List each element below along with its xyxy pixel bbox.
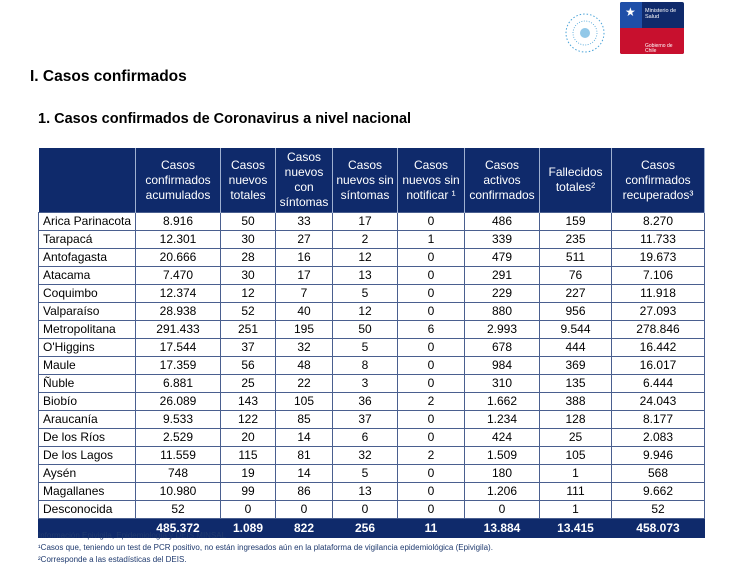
- table-cell: 17.544: [136, 339, 221, 357]
- table-cell: 28.938: [136, 303, 221, 321]
- table-cell: 8.916: [136, 213, 221, 231]
- table-cell: 278.846: [612, 321, 705, 339]
- table-cell: 235: [540, 231, 612, 249]
- table-cell: 1: [540, 465, 612, 483]
- table-cell: 111: [540, 483, 612, 501]
- table-cell: 9.544: [540, 321, 612, 339]
- table-cell: 6: [398, 321, 465, 339]
- table-cell: 105: [540, 447, 612, 465]
- table-cell: 7: [276, 285, 333, 303]
- region-name: Magallanes: [39, 483, 136, 501]
- region-name: Desconocida: [39, 501, 136, 519]
- table-cell: 2.993: [465, 321, 540, 339]
- header-col-7: Fallecidos totales²: [540, 148, 612, 213]
- table-cell: 56: [221, 357, 276, 375]
- table-cell: 0: [398, 285, 465, 303]
- table-cell: 291: [465, 267, 540, 285]
- table-cell: 1.234: [465, 411, 540, 429]
- star-icon: ★: [625, 5, 636, 19]
- table-row: [39, 285, 705, 303]
- table-cell: 28: [221, 249, 276, 267]
- table-cell: 135: [540, 375, 612, 393]
- table-cell: 0: [398, 303, 465, 321]
- table-cell: 11.559: [136, 447, 221, 465]
- region-name: Ñuble: [39, 375, 136, 393]
- table-row: [39, 357, 705, 375]
- table-cell: 19.673: [612, 249, 705, 267]
- table-row: [39, 429, 705, 447]
- table-cell: 227: [540, 285, 612, 303]
- table-cell: 1: [540, 501, 612, 519]
- table-cell: 2.083: [612, 429, 705, 447]
- region-name: De los Lagos: [39, 447, 136, 465]
- table-row: [39, 249, 705, 267]
- table-cell: 369: [540, 357, 612, 375]
- footnote-source: Información Epivigila, Epidemiología y DEIS MINSAL: [38, 531, 227, 540]
- footnote-1: ¹Casos que, teniendo un test de PCR positivo, no están ingresados aún en la plataforma de vigilancia epidemiológica (Epivigila).: [38, 543, 493, 552]
- table-cell: 5: [333, 339, 398, 357]
- table-cell: 9.946: [612, 447, 705, 465]
- table-cell: 16.017: [612, 357, 705, 375]
- total-cell: 1.089: [221, 519, 276, 538]
- table-row: [39, 321, 705, 339]
- region-name: Coquimbo: [39, 285, 136, 303]
- table-cell: 310: [465, 375, 540, 393]
- table-cell: 8.177: [612, 411, 705, 429]
- table-cell: 1: [398, 231, 465, 249]
- table-cell: 50: [333, 321, 398, 339]
- table-cell: 50: [221, 213, 276, 231]
- table-row: [39, 411, 705, 429]
- table-cell: 0: [221, 501, 276, 519]
- table-cell: 22: [276, 375, 333, 393]
- table-cell: 388: [540, 393, 612, 411]
- table-cell: 86: [276, 483, 333, 501]
- table-cell: 143: [221, 393, 276, 411]
- table-cell: 0: [398, 357, 465, 375]
- header-region: [39, 148, 136, 213]
- table-cell: 486: [465, 213, 540, 231]
- table-row: [39, 231, 705, 249]
- total-cell: 822: [276, 519, 333, 538]
- table-cell: 0: [398, 465, 465, 483]
- table-cell: 48: [276, 357, 333, 375]
- table-cell: 12: [333, 303, 398, 321]
- total-cell: 458.073: [612, 519, 705, 538]
- table-cell: 0: [398, 339, 465, 357]
- table-cell: 1.662: [465, 393, 540, 411]
- table-cell: 0: [398, 483, 465, 501]
- table-header-row: [39, 148, 705, 213]
- table-cell: 956: [540, 303, 612, 321]
- table-cell: 159: [540, 213, 612, 231]
- table-cell: 0: [398, 501, 465, 519]
- table-row: [39, 501, 705, 519]
- region-name: Metropolitana: [39, 321, 136, 339]
- region-name: Valparaíso: [39, 303, 136, 321]
- table-row: [39, 393, 705, 411]
- table-cell: 20.666: [136, 249, 221, 267]
- table-cell: 2: [333, 231, 398, 249]
- table-cell: 52: [136, 501, 221, 519]
- total-cell: 485.372: [136, 519, 221, 538]
- region-name: Antofagasta: [39, 249, 136, 267]
- table-cell: 25: [540, 429, 612, 447]
- table-cell: 8: [333, 357, 398, 375]
- region-name: Araucanía: [39, 411, 136, 429]
- table-cell: 748: [136, 465, 221, 483]
- table-cell: 0: [398, 429, 465, 447]
- footnote-2: ²Corresponde a las estadísticas del DEIS.: [38, 555, 187, 564]
- table-cell: 52: [221, 303, 276, 321]
- region-name: De los Ríos: [39, 429, 136, 447]
- region-name: Aysén: [39, 465, 136, 483]
- table-cell: 30: [221, 267, 276, 285]
- table-cell: 180: [465, 465, 540, 483]
- table-cell: 13: [333, 267, 398, 285]
- cases-table: [38, 148, 705, 538]
- table-cell: 6: [333, 429, 398, 447]
- table-cell: 0: [398, 411, 465, 429]
- table-cell: 7.106: [612, 267, 705, 285]
- table-cell: 1.206: [465, 483, 540, 501]
- table-row: [39, 303, 705, 321]
- table-cell: 511: [540, 249, 612, 267]
- table-cell: 10.980: [136, 483, 221, 501]
- table-cell: 76: [540, 267, 612, 285]
- table-cell: 0: [465, 501, 540, 519]
- table-cell: 40: [276, 303, 333, 321]
- table-cell: 444: [540, 339, 612, 357]
- table-cell: 37: [221, 339, 276, 357]
- table-cell: 229: [465, 285, 540, 303]
- table-cell: 32: [333, 447, 398, 465]
- header-col-3: Casos nuevos con síntomas: [276, 148, 333, 213]
- table-cell: 11.733: [612, 231, 705, 249]
- region-name: Atacama: [39, 267, 136, 285]
- table-cell: 251: [221, 321, 276, 339]
- table-cell: 2.529: [136, 429, 221, 447]
- total-cell: 256: [333, 519, 398, 538]
- table-cell: 678: [465, 339, 540, 357]
- table-cell: 339: [465, 231, 540, 249]
- table-cell: 17.359: [136, 357, 221, 375]
- table-cell: 26.089: [136, 393, 221, 411]
- header-col-6: Casos activos confirmados: [465, 148, 540, 213]
- table-row: [39, 483, 705, 501]
- table-cell: 0: [398, 375, 465, 393]
- table-cell: 12: [221, 285, 276, 303]
- table-cell: 568: [612, 465, 705, 483]
- region-name: Arica Parinacota: [39, 213, 136, 231]
- table-cell: 105: [276, 393, 333, 411]
- section-title: I. Casos confirmados: [30, 68, 187, 85]
- table-cell: 2: [398, 393, 465, 411]
- table-cell: 1.509: [465, 447, 540, 465]
- total-cell: 13.884: [465, 519, 540, 538]
- table-cell: 81: [276, 447, 333, 465]
- table-cell: 0: [333, 501, 398, 519]
- table-cell: 13: [333, 483, 398, 501]
- table-cell: 128: [540, 411, 612, 429]
- total-cell: 13.415: [540, 519, 612, 538]
- table-cell: 2: [398, 447, 465, 465]
- table-cell: 5: [333, 465, 398, 483]
- table-row: [39, 339, 705, 357]
- table-cell: 122: [221, 411, 276, 429]
- table-cell: 85: [276, 411, 333, 429]
- table-cell: 984: [465, 357, 540, 375]
- table-cell: 0: [276, 501, 333, 519]
- table-cell: 25: [221, 375, 276, 393]
- table-cell: 291.433: [136, 321, 221, 339]
- table-row: [39, 213, 705, 231]
- table-cell: 27.093: [612, 303, 705, 321]
- header-col-2: Casos nuevos totales: [221, 148, 276, 213]
- table-cell: 479: [465, 249, 540, 267]
- table-cell: 36: [333, 393, 398, 411]
- region-name: O'Higgins: [39, 339, 136, 357]
- table-cell: 24.043: [612, 393, 705, 411]
- table-cell: 37: [333, 411, 398, 429]
- header-col-5: Casos nuevos sin notificar ¹: [398, 148, 465, 213]
- table-row: [39, 375, 705, 393]
- table-cell: 11.918: [612, 285, 705, 303]
- table-cell: 16.442: [612, 339, 705, 357]
- table-row: [39, 267, 705, 285]
- table-cell: 9.533: [136, 411, 221, 429]
- table-cell: 5: [333, 285, 398, 303]
- table-cell: 8.270: [612, 213, 705, 231]
- subsection-title: 1. Casos confirmados de Coronavirus a nivel nacional: [38, 111, 412, 127]
- table-cell: 880: [465, 303, 540, 321]
- table-cell: 7.470: [136, 267, 221, 285]
- table-row: [39, 465, 705, 483]
- table-cell: 115: [221, 447, 276, 465]
- table-cell: 14: [276, 429, 333, 447]
- table-cell: 6.881: [136, 375, 221, 393]
- coronavirus-plan-logo: [556, 4, 614, 62]
- header-col-1: Casos confirmados acumulados: [136, 148, 221, 213]
- table-cell: 12.374: [136, 285, 221, 303]
- region-name: Biobío: [39, 393, 136, 411]
- table-cell: 52: [612, 501, 705, 519]
- table-cell: 0: [398, 267, 465, 285]
- table-cell: 424: [465, 429, 540, 447]
- region-name: Maule: [39, 357, 136, 375]
- table-cell: 27: [276, 231, 333, 249]
- table-cell: 99: [221, 483, 276, 501]
- ministerio-salud-logo: ★ Ministerio de Salud Gobierno de Chile: [620, 2, 684, 54]
- table-cell: 3: [333, 375, 398, 393]
- table-cell: 14: [276, 465, 333, 483]
- table-cell: 17: [276, 267, 333, 285]
- table-row: [39, 447, 705, 465]
- table-cell: 30: [221, 231, 276, 249]
- table-cell: 0: [398, 249, 465, 267]
- table-cell: 33: [276, 213, 333, 231]
- table-cell: 16: [276, 249, 333, 267]
- table-cell: 32: [276, 339, 333, 357]
- table-cell: 6.444: [612, 375, 705, 393]
- table-cell: 0: [398, 213, 465, 231]
- table-cell: 17: [333, 213, 398, 231]
- header-col-8: Casos confirmados recuperados³: [612, 148, 705, 213]
- table-cell: 195: [276, 321, 333, 339]
- region-name: Tarapacá: [39, 231, 136, 249]
- table-cell: 19: [221, 465, 276, 483]
- total-cell: 11: [398, 519, 465, 538]
- table-cell: 20: [221, 429, 276, 447]
- table-cell: 9.662: [612, 483, 705, 501]
- table-cell: 12.301: [136, 231, 221, 249]
- table-cell: 12: [333, 249, 398, 267]
- header-col-4: Casos nuevos sin síntomas: [333, 148, 398, 213]
